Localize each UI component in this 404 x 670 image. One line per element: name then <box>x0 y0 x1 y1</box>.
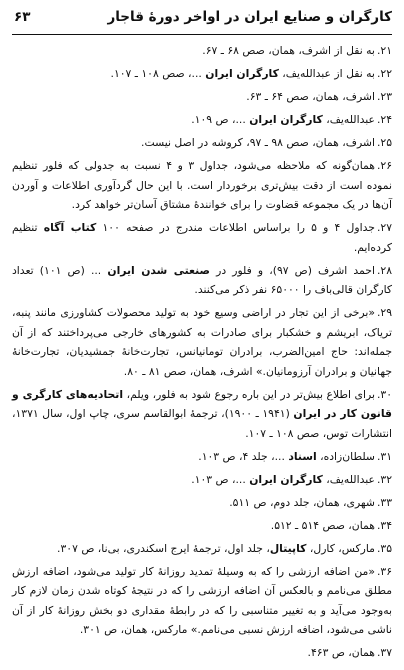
endnote-title-bold: کارگران ایران <box>249 472 323 486</box>
endnote-title-bold: کارگران ایران <box>249 113 323 126</box>
endnote-number: ۲۳. <box>376 90 392 103</box>
endnote-number: ۳۲. <box>376 472 392 486</box>
endnote-item <box>12 385 392 444</box>
endnote-number: ۳۵. <box>376 541 392 555</box>
endnote-text: اشرف، همان، صص ۹۸ ـ ۹۷، کروشه در اصل نیست. <box>141 136 375 149</box>
endnote-title-bold: اتحادیه‌های کارگری و قانون کار در ایران <box>12 387 392 420</box>
endnote-text: همان، صص ۵۱۴ ـ ۵۱۲. <box>270 518 375 532</box>
endnote-item <box>12 156 392 215</box>
endnote-text: ...، جلد ۴، ص ۱۰۳. <box>198 449 289 463</box>
endnote-title-bold: کتاب آگاه <box>43 221 97 234</box>
endnote-item <box>12 218 392 257</box>
endnote-text: «برخی از این تجار در اراضی وسیع خود به تولید محصولات کشاورزی مانند پنبه، تریاک، ابریشم و خشکبار برای صادرات به کشورهای خارجی می‌پرداختند که از آن جمله‌اند: حاج امین‌الضرب، برادران تومانیانس، تجارت‌خانهٔ جمشیدیان، تجارت‌خانهٔ جهانیان و برادران آرزومانیان.» اشرف، همان، صص ۸۱ ـ ۸۰. <box>12 306 392 378</box>
endnote-item <box>12 64 392 84</box>
endnote-text: عبدالله‌یف، <box>322 113 375 126</box>
endnote-title-bold: اسناد <box>288 449 317 463</box>
endnote-item <box>12 110 392 130</box>
endnote-text: احمد اشرف (ص ۹۷)، و فلور در <box>209 263 375 277</box>
endnote-text: «من اضافه ارزشی را که به وسیلهٔ تمدید روزانهٔ کار تولید می‌شود، اضافه ارزش مطلق می‌نامم و بالعکس آن اضافه ارزشی را که در نتیجهٔ کوتاه شدن زمان لازم کار به‌وجود می‌آید و به تغییر متناسبی را که در رابطهٔ مقداری دو بخش روزانهٔ کار از آن ناشی می‌شود، اضافه ارزش نسبی می‌نامم.» مارکس، همان، ص ۳۰۱. <box>12 564 392 636</box>
endnote-text: همان، ص ۴۶۳. <box>307 646 375 659</box>
endnote-item <box>12 470 392 490</box>
endnote-text: ...، ص ۱۰۹. <box>191 113 250 126</box>
endnote-item <box>12 87 392 107</box>
running-title: کارگران و صنایع ایران در اواخر دورهٔ قاجار <box>107 9 392 25</box>
endnote-title-bold: کارگران ایران <box>205 67 279 80</box>
endnotes-list <box>12 41 392 663</box>
endnote-text: تنظیم کرده‌ایم. <box>12 221 392 254</box>
endnote-text: سلطان‌زاده، <box>316 449 375 463</box>
endnote-number: ۳۳. <box>376 495 392 509</box>
endnote-item <box>12 133 392 153</box>
endnote-text: جداول ۴ و ۵ را براساس اطلاعات مندرج در صفحه ۱۰۰ <box>96 221 375 234</box>
endnote-text: برای اطلاع بیش‌تر در این باره رجوع شود به فلور، ویلم، <box>123 387 375 401</box>
endnote-item <box>12 303 392 381</box>
endnote-text: ...، صص ۱۰۸ ـ ۱۰۷. <box>110 67 206 80</box>
running-header <box>12 6 392 30</box>
endnote-text: به نقل از اشرف، همان، صص ۶۸ ـ ۶۷. <box>202 44 375 57</box>
endnote-number: ۲۵. <box>376 136 392 149</box>
endnote-number: ۲۷. <box>376 221 392 234</box>
endnote-title-bold: صنعتی شدن ایران <box>107 263 210 277</box>
endnote-item <box>12 539 392 559</box>
endnote-text: همان‌گونه که ملاحظه می‌شود، جداول ۳ و ۴ نسبت به جدولی که فلور تنظیم نموده است از دقت بیش‌تری برخوردار است. با این حال گردآوری اطلاعات و آوردن آن‌ها در یک مجموعه قضاوت را برای خوانندهٔ مشتاق آسان‌تر خواهد کرد. <box>12 159 392 211</box>
endnote-number: ۲۱. <box>376 44 392 57</box>
endnote-text: شهری، همان، جلد دوم، ص ۵۱۱. <box>229 495 375 509</box>
endnote-number: ۳۱. <box>376 449 392 463</box>
endnote-text: به نقل از عبدالله‌یف، <box>278 67 375 80</box>
endnote-number: ۳۷. <box>376 646 392 659</box>
endnote-number: ۲۶. <box>376 159 393 172</box>
endnote-item <box>12 643 392 663</box>
page-number: ۶۳ <box>14 9 31 25</box>
endnote-title-bold: کاپیتال <box>269 541 307 555</box>
endnote-text: ... (ص ۱۰۱) تعداد کارگران قالی‌باف را ۶۵۰۰۰ نفر ذکر می‌کنند. <box>12 263 392 296</box>
endnote-text: اشرف، همان، صص ۶۴ ـ ۶۳. <box>246 90 375 103</box>
endnote-item <box>12 447 392 467</box>
endnote-number: ۲۴. <box>376 113 392 126</box>
endnote-item <box>12 562 392 640</box>
endnote-item <box>12 261 392 300</box>
endnote-number: ۲۲. <box>376 67 392 80</box>
endnote-text: مارکس، کارل، <box>306 541 375 555</box>
endnote-text: (۱۹۴۱ ـ ۱۹۰۰)، ترجمهٔ ابوالقاسم سری، چاپ اول، سال ۱۳۷۱، انتشارات توس، صص ۱۰۸ ـ ۱۰۷. <box>12 407 392 440</box>
endnote-text: ، جلد اول، ترجمهٔ ایرج اسکندری، بی‌نا، ص ۳۰۷. <box>57 541 270 555</box>
endnote-number: ۳۶. <box>376 564 392 578</box>
endnote-number: ۳۰. <box>376 387 392 401</box>
endnote-text: عبدالله‌یف، <box>322 472 375 486</box>
endnote-number: ۲۸. <box>376 263 392 277</box>
endnote-item <box>12 493 392 513</box>
endnote-item <box>12 516 392 536</box>
endnote-number: ۳۴. <box>376 518 392 532</box>
endnote-number: ۲۹. <box>376 306 392 319</box>
endnote-item <box>12 41 392 61</box>
header-rule <box>12 34 392 35</box>
endnote-text: ...، ص ۱۰۳. <box>191 472 250 486</box>
